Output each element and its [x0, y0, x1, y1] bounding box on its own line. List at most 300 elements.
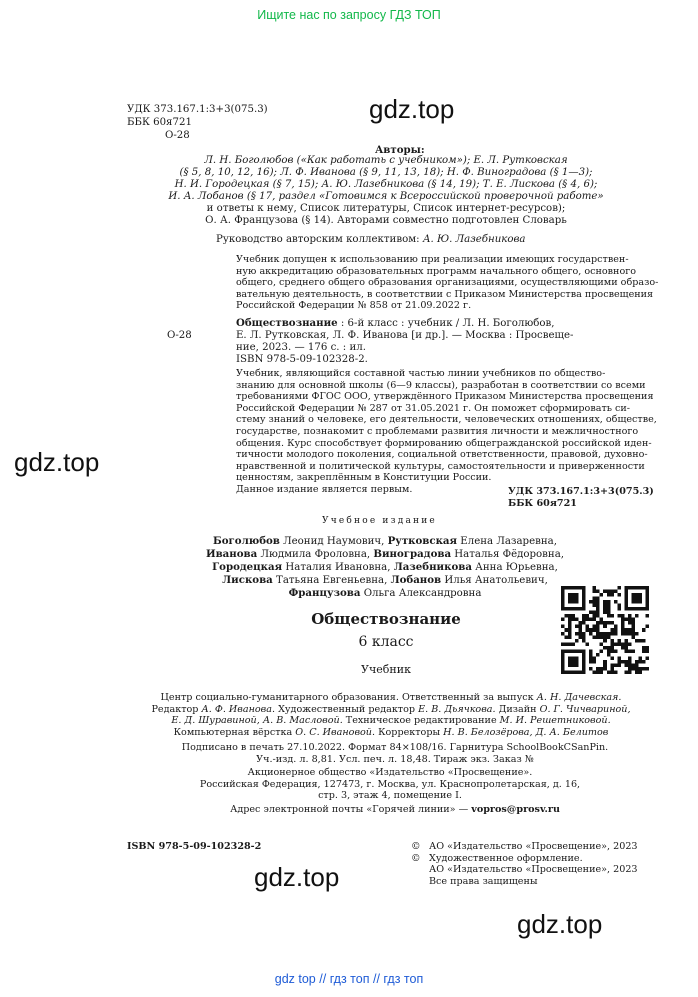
surname: Французова — [288, 587, 361, 599]
abstract-line: стему знаний о человеке, его деятельности, человеческих отношениях, обществе, — [236, 414, 657, 426]
surname: Лазебникова — [393, 561, 472, 573]
qr-module — [593, 604, 597, 608]
name-rest: Леонид Наумович, — [279, 536, 388, 547]
qr-module — [624, 646, 628, 650]
surname: Виноградова — [373, 548, 452, 560]
qr-module — [624, 660, 628, 664]
qr-module — [614, 663, 618, 667]
top-banner[interactable]: Ищите нас по запросу ГДЗ ТОП — [257, 8, 441, 22]
qr-module — [600, 618, 604, 622]
qr-module — [621, 642, 625, 646]
qr-module — [572, 642, 576, 646]
qr-module — [645, 625, 649, 629]
qr-module — [596, 632, 600, 636]
staff-text: Центр социально-гуманитарного образования. Ответственный за выпуск — [160, 692, 537, 703]
qr-module — [628, 642, 632, 646]
qr-module — [610, 590, 614, 594]
qr-module — [600, 632, 604, 636]
bib-record — [236, 317, 573, 366]
footer-links — [0, 972, 698, 986]
staff-text: Дизайн — [495, 703, 540, 715]
qr-module — [596, 600, 600, 604]
qr-module — [624, 642, 628, 646]
qr-module — [593, 660, 597, 664]
qr-module — [624, 618, 628, 622]
qr-finder-top-right — [624, 586, 649, 611]
authors-line: Л. Н. Боголюбов («Как работать с учебником»); Е. Л. Рутковская — [204, 155, 568, 166]
publisher-line: стр. 3, этаж 4, помещение I. — [318, 790, 462, 802]
qr-module — [565, 642, 569, 646]
qr-module — [589, 667, 593, 671]
qr-module — [568, 628, 572, 632]
qr-module — [617, 604, 621, 608]
qr-module — [600, 667, 604, 671]
qr-module — [614, 590, 618, 594]
udk-code-right: УДК 373.167.1:3+3(075.3) — [508, 486, 654, 497]
staff-name: Н. В. Белозёрова, Д. А. Белитов — [443, 726, 609, 738]
qr-module — [589, 628, 593, 632]
qr-module — [607, 670, 611, 674]
qr-module — [635, 667, 639, 671]
print-line: Подписано в печать 27.10.2022. Формат 84×108/16. Гарнитура SchoolBookCSanPin. — [181, 742, 609, 753]
copyright-text: Художественное оформление. — [429, 852, 583, 864]
qr-module — [631, 628, 635, 632]
qr-module — [600, 642, 604, 646]
qr-module — [603, 607, 607, 611]
name-rest: Наталия Ивановна, — [282, 562, 394, 573]
name-rest: Людмила Фроловна, — [257, 549, 374, 560]
bbk-code: ББК 60я721 — [127, 117, 192, 128]
qr-module — [628, 628, 632, 632]
staff-line — [136, 715, 646, 727]
full-names — [160, 535, 610, 600]
watermark: gdz.top — [254, 862, 340, 892]
qr-module — [610, 656, 614, 660]
qr-module — [614, 632, 618, 636]
staff-name: О. Г. Чичвариной, — [539, 703, 631, 715]
qr-module — [603, 604, 607, 608]
copyright-block — [411, 841, 638, 887]
qr-module — [610, 670, 614, 674]
qr-module — [642, 660, 646, 664]
qr-module — [635, 639, 639, 643]
name-rest: Ольга Александровна — [360, 588, 482, 599]
qr-module — [642, 639, 646, 643]
qr-module — [603, 590, 607, 594]
qr-module — [600, 635, 604, 639]
qr-module — [628, 670, 632, 674]
footer-link-gdz-top-ru[interactable]: гдз топ — [329, 972, 370, 986]
qr-module — [561, 618, 565, 622]
qr-module — [610, 667, 614, 671]
footer-link-gdz-top[interactable]: gdz top — [274, 972, 316, 986]
qr-module — [603, 600, 607, 604]
copyright-text: Все права защищены — [429, 875, 538, 887]
qr-module — [603, 667, 607, 671]
qr-module — [593, 614, 597, 618]
qr-module — [631, 649, 635, 653]
bib-line1-rest: : 6-й класс : учебник / Л. Н. Боголюбов, — [337, 318, 555, 329]
qr-module — [610, 614, 614, 618]
qr-module — [645, 656, 649, 660]
qr-module — [610, 646, 614, 650]
qr-module — [589, 618, 593, 622]
bbk-code-right: ББК 60я721 — [508, 498, 577, 509]
name-rest: Елена Лазаревна, — [457, 536, 557, 547]
abstract-line: общения. Курс способствует формированию общегражданской российской иден- — [236, 437, 652, 449]
qr-module — [582, 635, 586, 639]
qr-module — [631, 632, 635, 636]
authors-block — [120, 155, 652, 227]
qr-module — [586, 614, 590, 618]
qr-module — [579, 635, 583, 639]
book-type: Учебник — [361, 663, 411, 676]
watermark: gdz.top — [369, 94, 455, 124]
qr-module — [586, 642, 590, 646]
qr-module — [624, 639, 628, 643]
surname: Лобанов — [390, 574, 442, 586]
qr-module — [586, 628, 590, 632]
qr-module — [568, 635, 572, 639]
name-rest: Наталья Фёдоровна, — [451, 549, 565, 560]
approval-line: вательную деятельность, в соответствии с Приказом Министерства просвещения — [236, 288, 654, 300]
qr-module — [631, 625, 635, 629]
qr-module — [603, 632, 607, 636]
qr-module — [638, 667, 642, 671]
qr-module — [631, 621, 635, 625]
staff-text: Корректоры — [375, 726, 444, 738]
abstract-line: тичности молодого поколения, социальной ответственности, правовой, духовно- — [236, 449, 648, 461]
qr-module — [628, 621, 632, 625]
copyright-line — [411, 876, 638, 888]
qr-module — [596, 590, 600, 594]
hotline-label: Адрес электронной почты «Горячей линии» — — [230, 804, 472, 815]
qr-module — [635, 663, 639, 667]
qr-module — [593, 600, 597, 604]
qr-module — [593, 597, 597, 601]
edition-type: Учебное издание — [322, 516, 437, 526]
footer-link-gdz-top-ru-2[interactable]: гдз топ — [383, 972, 424, 986]
qr-module — [582, 618, 586, 622]
qr-module — [607, 604, 611, 608]
qr-module — [607, 614, 611, 618]
book-grade: 6 класс — [358, 634, 414, 650]
qr-module — [621, 621, 625, 625]
qr-module — [600, 649, 604, 653]
qr-module — [596, 604, 600, 608]
qr-module — [579, 621, 583, 625]
surname: Лискова — [222, 574, 273, 586]
qr-module — [614, 628, 618, 632]
qr-module — [614, 625, 618, 629]
qr-module — [607, 607, 611, 611]
surname: Боголюбов — [213, 535, 280, 547]
qr-module — [593, 670, 597, 674]
qr-module — [635, 660, 639, 664]
bib-line: Е. Л. Рутковская, Л. Ф. Иванова [и др.]. — Москва : Просвеще- — [236, 330, 574, 341]
qr-module — [596, 625, 600, 629]
names-line — [160, 548, 610, 561]
qr-module — [568, 632, 572, 636]
qr-module — [610, 649, 614, 653]
bib-code: О-28 — [167, 330, 192, 341]
qr-module — [572, 618, 576, 622]
bib-line: ние, 2023. — 176 с. : ил. — [236, 342, 366, 353]
qr-module — [575, 632, 579, 636]
qr-module — [624, 632, 628, 636]
qr-module — [628, 667, 632, 671]
qr-module — [593, 611, 597, 615]
copyright-text: АО «Издательство «Просвещение», 2023 — [429, 864, 638, 876]
qr-module — [624, 670, 628, 674]
qr-module — [582, 621, 586, 625]
qr-module — [617, 639, 621, 643]
qr-module — [561, 625, 565, 629]
qr-module — [586, 618, 590, 622]
qr-module — [589, 653, 593, 657]
qr-module — [628, 614, 632, 618]
qr-module — [610, 663, 614, 667]
qr-module — [579, 625, 583, 629]
author-mark: О-28 — [165, 130, 190, 141]
abstract-line: требованиями ФГОС ООО, утверждённого Приказом Министерства просвещения — [236, 391, 654, 403]
qr-module — [568, 642, 572, 646]
authors-line: И. А. Лобанов (§ 17, раздел «Готовимся к Всероссийской проверочной работе» — [168, 191, 604, 202]
qr-module — [568, 618, 572, 622]
qr-module — [628, 660, 632, 664]
qr-module — [635, 670, 639, 674]
qr-module — [621, 628, 625, 632]
copyright-line — [411, 864, 638, 876]
surname: Иванова — [205, 548, 258, 560]
qr-module — [593, 625, 597, 629]
qr-module — [575, 625, 579, 629]
qr-module — [631, 635, 635, 639]
leadership-line — [216, 234, 526, 246]
abstract-line: Российской Федерации № 287 от 31.05.2021 г. Он поможет сформировать си- — [236, 402, 631, 414]
qr-module — [603, 635, 607, 639]
leadership-name: А. Ю. Лазебникова — [422, 234, 526, 245]
hotline-line — [160, 804, 630, 816]
staff-line — [136, 704, 646, 716]
surname: Рутковская — [387, 535, 458, 547]
abstract-line: знанию для основной школы (6—9 классы), разработан в соответствии со всеми — [236, 379, 646, 391]
bib-line — [236, 317, 573, 330]
qr-module — [621, 632, 625, 636]
qr-module — [624, 628, 628, 632]
qr-module — [589, 656, 593, 660]
qr-module — [610, 628, 614, 632]
qr-module — [593, 635, 597, 639]
publisher-line: Акционерное общество «Издательство «Просвещение». — [247, 767, 533, 778]
qr-module — [617, 663, 621, 667]
qr-module — [603, 611, 607, 615]
qr-module — [575, 639, 579, 643]
copyright-symbol: © — [411, 852, 421, 864]
copyright-text: АО «Издательство «Просвещение», 2023 — [429, 841, 638, 852]
qr-module — [614, 649, 618, 653]
qr-module — [586, 625, 590, 629]
qr-module — [617, 656, 621, 660]
qr-module — [596, 653, 600, 657]
staff-block — [136, 692, 646, 738]
qr-module — [635, 614, 639, 618]
qr-module — [607, 635, 611, 639]
qr-module — [589, 649, 593, 653]
name-rest: Илья Анатольевич, — [441, 575, 548, 586]
staff-text: Компьютерная вёрстка — [173, 726, 296, 738]
qr-module — [621, 614, 625, 618]
qr-module — [596, 621, 600, 625]
names-line — [160, 535, 610, 548]
qr-module — [621, 625, 625, 629]
qr-module — [631, 663, 635, 667]
qr-module — [565, 628, 569, 632]
print-line: Уч.-изд. л. 8,81. Усл. печ. л. 18,48. Тираж экз. Заказ № — [256, 753, 534, 765]
qr-module — [638, 670, 642, 674]
staff-name: М. И. Решетниковой. — [499, 715, 611, 727]
footer-separator: // — [372, 972, 380, 986]
abstract-block — [236, 368, 657, 496]
qr-module — [593, 586, 597, 590]
qr-module — [579, 632, 583, 636]
qr-module — [617, 586, 621, 590]
qr-module — [645, 614, 649, 618]
publisher-info — [160, 767, 620, 802]
qr-module — [617, 593, 621, 597]
authors-line: О. А. Французова (§ 14). Авторами совместно подготовлен Словарь — [205, 215, 567, 226]
qr-module — [607, 600, 611, 604]
qr-module — [628, 632, 632, 636]
qr-module — [628, 656, 632, 660]
staff-text: Редактор — [151, 703, 202, 715]
qr-module — [642, 628, 646, 632]
qr-module — [593, 618, 597, 622]
qr-module — [621, 646, 625, 650]
qr-module — [621, 618, 625, 622]
qr-code[interactable] — [561, 586, 649, 674]
footer-separator: // — [319, 972, 327, 986]
qr-module — [603, 663, 607, 667]
qr-module — [568, 621, 572, 625]
book-title: Обществознание — [311, 610, 461, 628]
qr-module — [589, 632, 593, 636]
approval-line: Российской Федерации № 858 от 21.09.2022 г. — [236, 300, 472, 312]
qr-module — [596, 670, 600, 674]
qr-module — [610, 621, 614, 625]
qr-module — [603, 639, 607, 643]
qr-module — [593, 656, 597, 660]
qr-module — [582, 632, 586, 636]
qr-module — [614, 642, 618, 646]
qr-module — [575, 618, 579, 622]
publisher-line: Российская Федерация, 127473, г. Москва, ул. Краснопролетарская, д. 16, — [199, 778, 581, 790]
qr-module — [645, 667, 649, 671]
name-rest: Татьяна Евгеньевна, — [272, 575, 391, 586]
authors-line: (§ 5, 8, 10, 12, 16); Л. Ф. Иванова (§ 9, 11, 13, 18); Н. Ф. Виноградова (§ 1—3); — [179, 167, 593, 178]
qr-module — [596, 597, 600, 601]
approval-block — [236, 254, 658, 312]
qr-module — [610, 593, 614, 597]
name-rest: Анна Юрьевна, — [471, 562, 558, 573]
staff-line — [136, 727, 646, 739]
abstract-line: нравственной и политической культуры, самостоятельности и приверженности — [236, 460, 645, 472]
qr-module — [642, 667, 646, 671]
qr-module — [607, 653, 611, 657]
qr-module — [628, 618, 632, 622]
qr-module — [607, 611, 611, 615]
staff-name: Е. В. Дьячкова. — [418, 703, 496, 715]
copyright-line — [411, 853, 638, 865]
qr-module — [621, 660, 625, 664]
qr-module — [610, 642, 614, 646]
qr-module — [638, 656, 642, 660]
qr-module — [617, 642, 621, 646]
qr-module — [628, 649, 632, 653]
qr-module — [610, 639, 614, 643]
qr-module — [628, 663, 632, 667]
authors-heading: Авторы: — [375, 144, 425, 156]
qr-module — [596, 667, 600, 671]
abstract-line: Данное издание является первым. — [236, 483, 413, 495]
qr-module — [582, 639, 586, 643]
qr-module — [589, 660, 593, 664]
staff-text: Техническое редактирование — [342, 715, 500, 727]
qr-module — [645, 649, 649, 653]
names-line — [160, 587, 610, 600]
qr-module — [596, 611, 600, 615]
qr-module — [589, 600, 593, 604]
qr-module — [624, 663, 628, 667]
qr-module — [561, 642, 565, 646]
qr-module — [596, 635, 600, 639]
qr-module — [589, 611, 593, 615]
qr-module — [638, 639, 642, 643]
qr-module — [603, 660, 607, 664]
watermark: gdz.top — [14, 447, 100, 477]
approval-line: ную аккредитацию образовательных программ начального общего, основного — [236, 265, 637, 277]
qr-module — [596, 607, 600, 611]
qr-module — [565, 614, 569, 618]
copyright-line — [411, 841, 638, 853]
hotline-email[interactable]: vopros@prosv.ru — [471, 804, 560, 815]
qr-module — [561, 632, 565, 636]
qr-module — [631, 667, 635, 671]
qr-module — [593, 628, 597, 632]
abstract-line: ценностям, закреплённым в Конституции России. — [236, 472, 492, 484]
qr-module — [642, 649, 646, 653]
qr-module — [645, 646, 649, 650]
qr-module — [607, 590, 611, 594]
bib-line: ISBN 978-5-09-102328-2. — [236, 354, 368, 365]
bib-title: Обществознание — [236, 317, 338, 329]
qr-module — [568, 614, 572, 618]
staff-name: А. Ф. Иванова. — [201, 703, 276, 715]
qr-module — [635, 632, 639, 636]
qr-module — [603, 625, 607, 629]
staff-name: А. Н. Дачевская. — [536, 692, 622, 703]
staff-text: Художественный редактор — [275, 703, 419, 715]
names-line — [160, 561, 610, 574]
qr-module — [617, 614, 621, 618]
qr-finder-top-left — [561, 586, 586, 611]
staff-name: Е. Д. Шуравиной, А. В. Масловой. — [171, 715, 343, 727]
qr-module — [600, 670, 604, 674]
qr-module — [607, 621, 611, 625]
qr-module — [600, 593, 604, 597]
leadership-label: Руководство авторским коллективом: — [216, 234, 420, 245]
udk-code: УДК 373.167.1:3+3(075.3) — [127, 104, 268, 115]
